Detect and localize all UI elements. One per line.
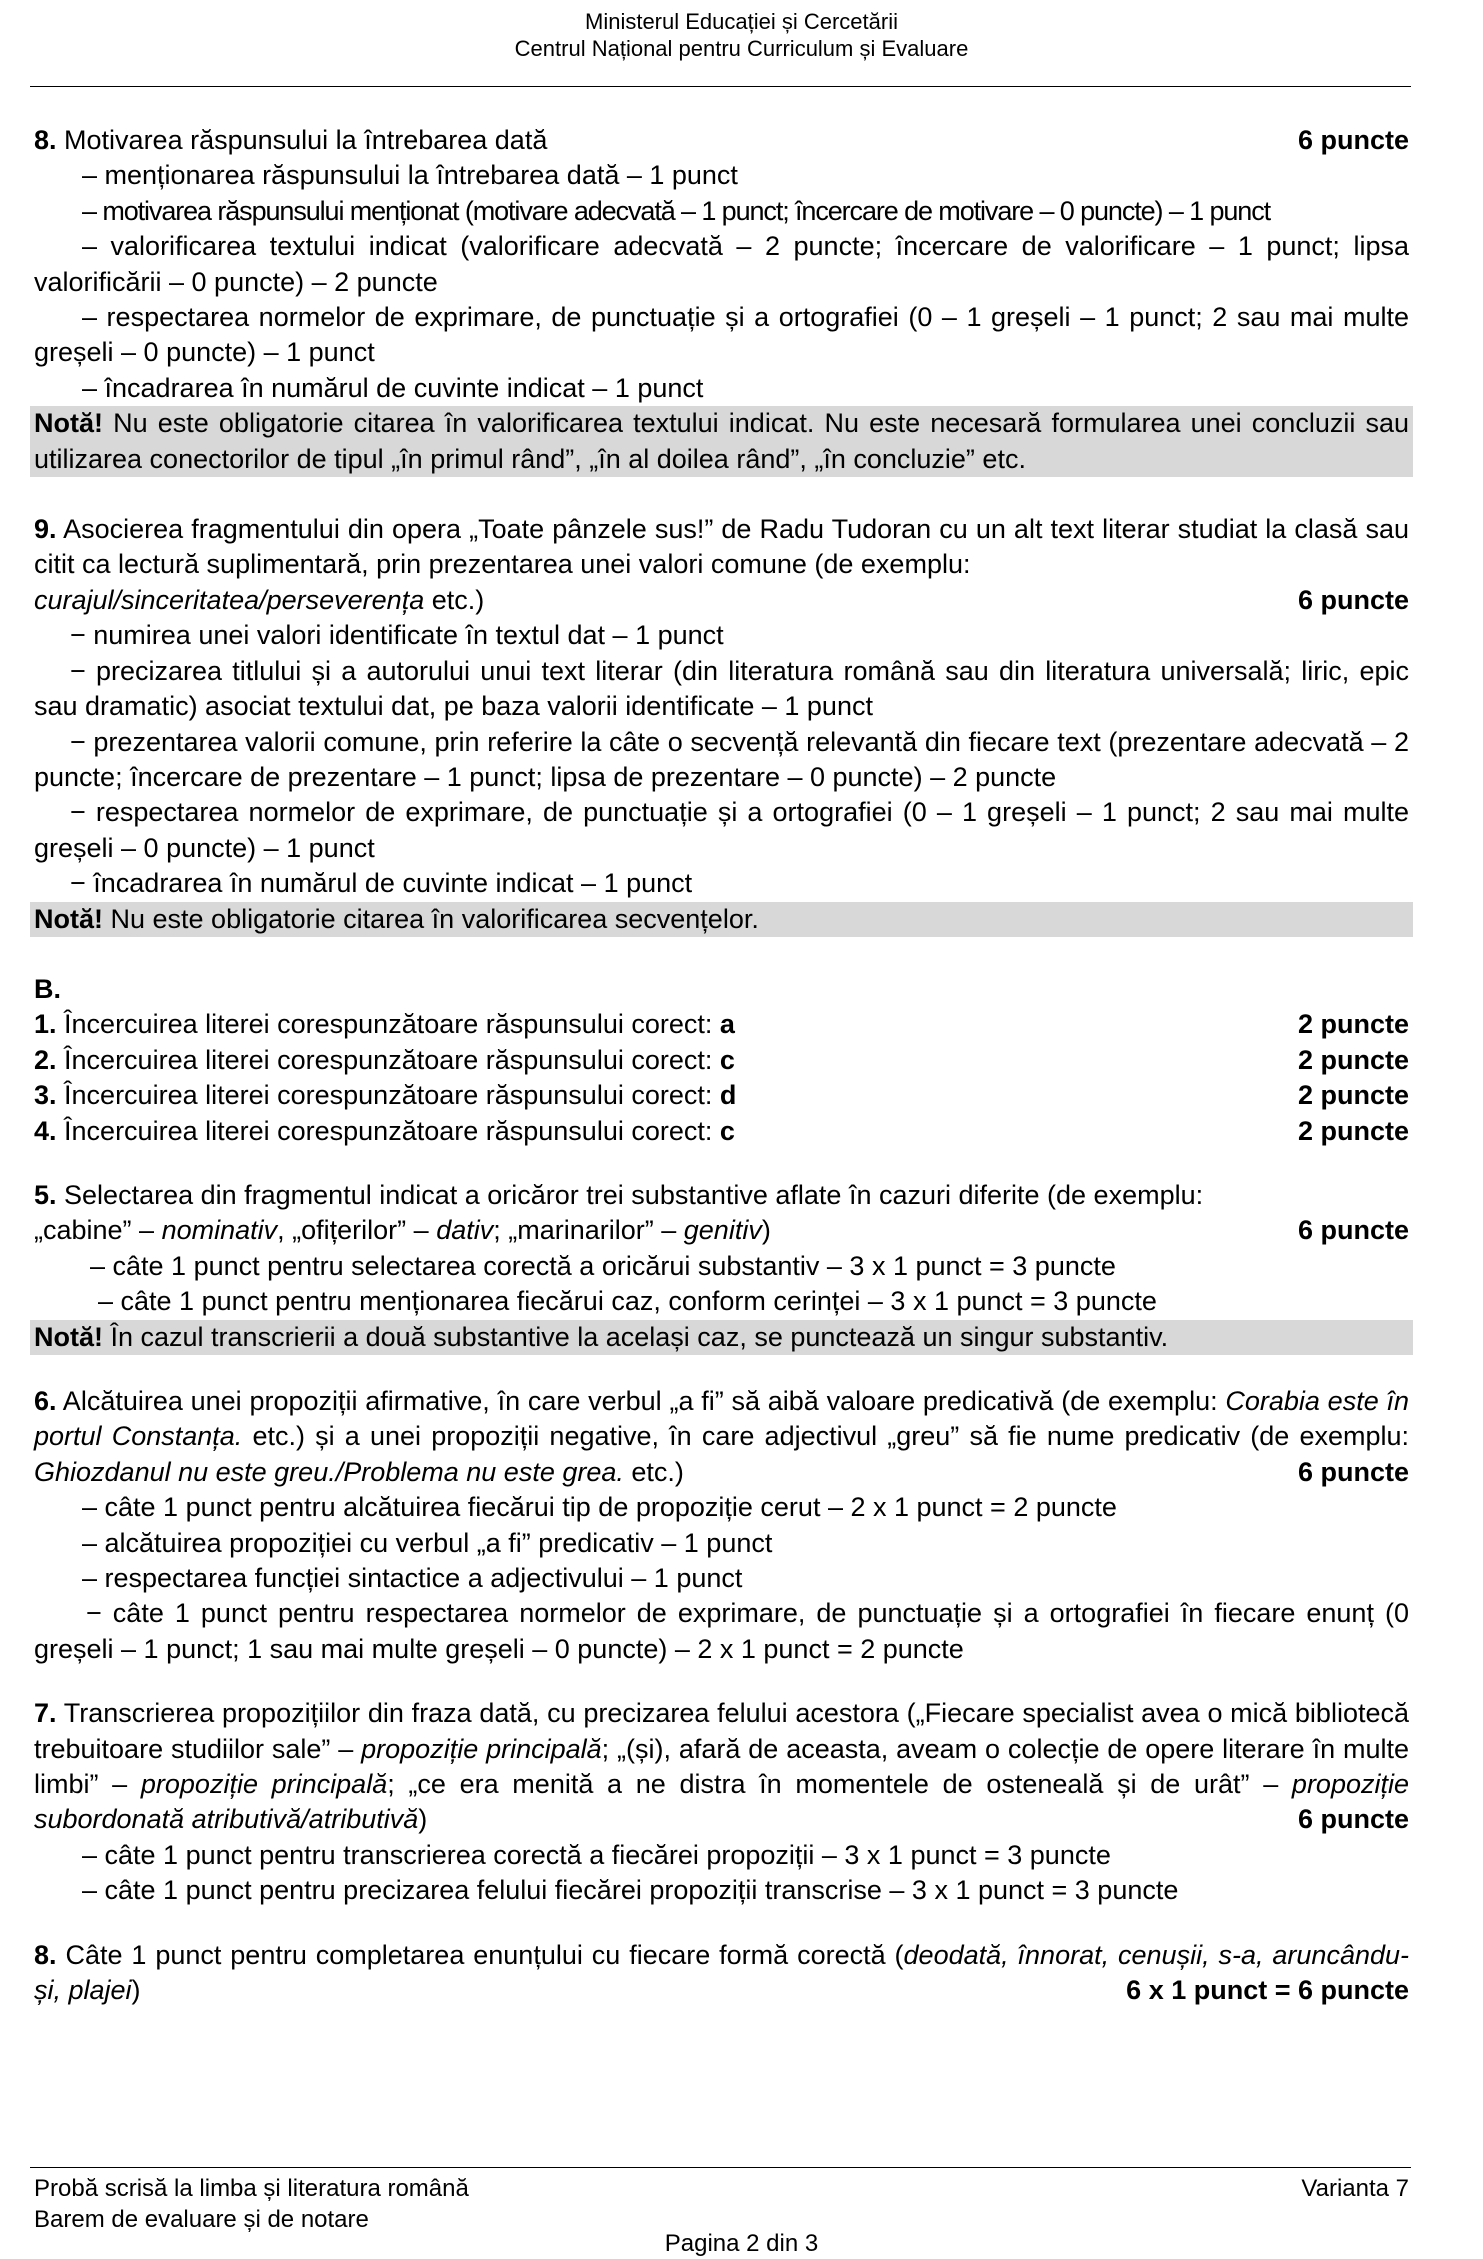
criterion-item: – menționarea răspunsului la întrebarea dată – 1 punct [82, 160, 738, 191]
question-7-section [34, 1696, 1409, 1908]
note-label: Notă! [34, 1321, 103, 1352]
note-label: Notă! [34, 903, 103, 934]
criterion-item: – motivarea răspunsului menționat (motivare adecvată – 1 punct; încercare de motivare – 0 puncte) – 1 punct [82, 195, 1271, 226]
section-b-label: B. [34, 973, 61, 1004]
question-6-text: 6. Alcătuirea unei propoziții afirmative, în care verbul „a fi” să aibă valoare predicativă (de exemplu: Corabia este în portul Constanța. etc.) și a unei propoziții negative, în care adjectivul „greu” să fie nume predicativ (de exemplu: Ghiozdanul nu este greu./Problema nu este grea. etc.) 6 puncte [34, 1384, 1409, 1490]
answer-letter: c [719, 1044, 735, 1075]
question-points: 6 puncte [1297, 1456, 1409, 1487]
question-9-text: 9. Asocierea fragmentului din opera „Toate pânzele sus!” de Radu Tudoran cu un alt text literar studiat la clasă sau citit ca lectură suplimentară, prin prezentarea unei valori comune (de exemplu: [34, 514, 1409, 580]
center-name: Centrul Național pentru Curriculum și Evaluare [514, 36, 969, 61]
item-points: 2 puncte [1297, 1115, 1409, 1146]
criterion-item: – câte 1 punct pentru alcătuirea fiecărui tip de propoziție cerut – 2 x 1 punct = 2 puncte [82, 1492, 1117, 1523]
item-points: 2 puncte [1297, 1080, 1409, 1111]
exam-name: Probă scrisă la limba și literatura română [34, 2175, 469, 2202]
question-points: 6 puncte [1297, 125, 1409, 155]
criterion-item: − respectarea normelor de exprimare, de punctuație și a ortografiei (0 – 1 greșeli – 1 punct; 2 sau mai multe greșeli – 0 puncte) – 1 punct [34, 797, 1409, 863]
criterion-item: – respectarea funcției sintactice a adjectivului – 1 punct [82, 1563, 743, 1594]
criterion-item: − prezentarea valorii comune, prin referire la câte o secvență relevantă din fiecare text (prezentare adecvată – 2 puncte; încercare de prezentare – 1 punct; lipsa de prezentare – 0 puncte) – 2 puncte [34, 726, 1409, 792]
b-item-2: 2. Încercuirea literei corespunzătoare răspunsului corect: c 2 puncte [34, 1043, 1409, 1078]
question-8b-text: 8. Câte 1 punct pentru completarea enunțului cu fiecare formă corectă (deodată, înnorat, cenușii, s-a, aruncându-și, plajei) 6 x 1 punct = 6 puncte [34, 1938, 1409, 2009]
question-points: 6 puncte [1297, 1804, 1409, 1835]
criterion-item: − numirea unei valori identificate în textul dat – 1 punct [70, 620, 724, 651]
answer-letter: c [719, 1115, 735, 1146]
ministry-name: Ministerul Educației și Cercetării [585, 9, 898, 34]
correct-forms: deodată, înnorat, cenușii, s-a, aruncându-și, plajei [34, 1939, 1409, 2006]
question-6-section [34, 1384, 1409, 1667]
question-points: 6 x 1 punct = 6 puncte [1126, 1975, 1409, 2006]
example-values: curajul/sinceritatea/perseverența [34, 584, 425, 615]
note-box [30, 406, 1413, 477]
criterion-item: – respectarea normelor de exprimare, de punctuație și a ortografiei (0 – 1 greșeli – 1 punct; 2 sau mai multe greșeli – 0 puncte) – 1 punct [34, 302, 1409, 368]
item-points: 2 puncte [1297, 1009, 1409, 1040]
criterion-item: – alcătuirea propoziției cu verbul „a fi” predicativ – 1 punct [82, 1527, 773, 1558]
question-title: Motivarea răspunsului la întrebarea dată [64, 125, 548, 155]
question-5-text: 5. Selectarea din fragmentul indicat a oricăror trei substantive aflate în cazuri diferite (de exemplu: [34, 1179, 1204, 1210]
document-type: Barem de evaluare și de notare [34, 2206, 369, 2233]
question-8-title-row [34, 123, 1409, 158]
question-points: 6 puncte [1297, 1215, 1409, 1246]
section-b [34, 972, 1409, 1149]
criterion-item: − precizarea titlului și a autorului unui text literar (din literatura română sau din literatura universală; liric, epic sau dramatic) asociat textului dat, pe baza valorii identificate – 1 punct [34, 655, 1409, 722]
criterion-item: – câte 1 punct pentru menționarea fiecărui caz, conform cerinței – 3 x 1 punct = 3 puncte [98, 1286, 1157, 1317]
question-number: 8. [34, 1939, 57, 1970]
question-5-example-row: „cabine” – nominativ, „ofițerilor” – dativ; „marinarilor” – genitiv) 6 puncte [34, 1213, 1409, 1248]
criterion-item: − câte 1 punct pentru respectarea normelor de exprimare, de punctuație și a ortografiei în fiecare enunț (0 greșeli – 1 punct; 1 sau mai multe greșeli – 0 puncte) – 2 x 1 punct = 2 puncte [34, 1598, 1409, 1664]
criterion-item: – câte 1 punct pentru precizarea felului fiecărei propoziții transcrise – 3 x 1 punct = 3 puncte [82, 1875, 1179, 1906]
criterion-item: − încadrarea în numărul de cuvinte indicat – 1 punct [70, 868, 693, 899]
question-number: 8. [34, 125, 57, 155]
note-label: Notă! [34, 408, 103, 439]
question-7-text: 7. Transcrierea propozițiilor din fraza dată, cu precizarea felului acestora („Fiecare specialist avea o mică bibliotecă trebuitoare studiilor sale” – propoziție principală; „(și), afară de aceasta, aveam o colecție de opere literare în multe limbi” – propoziție principală; „ce era menită a ne distra în momentele de osteneală și de urât” – propoziție subordonată atributivă/atributivă) 6 puncte [34, 1696, 1409, 1838]
document-body [34, 123, 1409, 2044]
b-item-1: 1. Încercuirea literei corespunzătoare răspunsului corect: a 2 puncte [34, 1007, 1409, 1042]
question-number: 5. [34, 1179, 57, 1210]
question-number: 7. [34, 1698, 57, 1729]
question-points: 6 puncte [1297, 584, 1409, 615]
page-footer [34, 2173, 1409, 2235]
answer-letter: a [719, 1009, 735, 1040]
note-box [30, 902, 1413, 937]
criterion-item: – câte 1 punct pentru transcrierea corectă a fiecărei propoziții – 3 x 1 punct = 3 puncte [82, 1839, 1111, 1870]
question-number: 6. [34, 1386, 57, 1416]
question-9-example-row: curajul/sinceritatea/perseverența etc.) 6 puncte [34, 583, 1409, 618]
variant-label: Varianta 7 [1301, 2175, 1409, 2202]
note-text: Nu este obligatorie citarea în valorificarea textului indicat. Nu este necesară formularea unei concluzii sau utilizarea conectorilor de tipul „în primul rând”, „în al doilea rând”, „în concluzie” etc. [34, 408, 1409, 474]
item-points: 2 puncte [1297, 1044, 1409, 1075]
question-number: 9. [34, 514, 57, 545]
page-number: Pagina 2 din 3 [664, 2230, 819, 2257]
b-item-3: 3. Încercuirea literei corespunzătoare răspunsului corect: d 2 puncte [34, 1078, 1409, 1113]
note-box [30, 1320, 1413, 1355]
criterion-item: – câte 1 punct pentru selectarea corectă a oricărui substantiv – 3 x 1 punct = 3 puncte [90, 1250, 1116, 1281]
header-divider [30, 86, 1411, 87]
footer-divider [30, 2167, 1411, 2168]
criterion-item: – încadrarea în numărul de cuvinte indicat – 1 punct [82, 372, 704, 403]
question-8b-section [34, 1938, 1409, 2009]
page-header [0, 8, 1483, 62]
criterion-item: – valorificarea textului indicat (valorificare adecvată – 2 puncte; încercare de valorificare – 1 punct; lipsa valorificării – 0 puncte) – 2 puncte [34, 231, 1409, 297]
note-text: Nu este obligatorie citarea în valorificarea secvențelor. [103, 903, 759, 934]
note-text: În cazul transcrierii a două substantive la același caz, se punctează un singur substantiv. [103, 1321, 1169, 1352]
question-5-section [34, 1178, 1409, 1355]
answer-letter: d [719, 1080, 737, 1111]
question-9-section [34, 512, 1409, 937]
question-8-section [34, 123, 1409, 477]
b-item-4: 4. Încercuirea literei corespunzătoare răspunsului corect: c 2 puncte [34, 1114, 1409, 1149]
